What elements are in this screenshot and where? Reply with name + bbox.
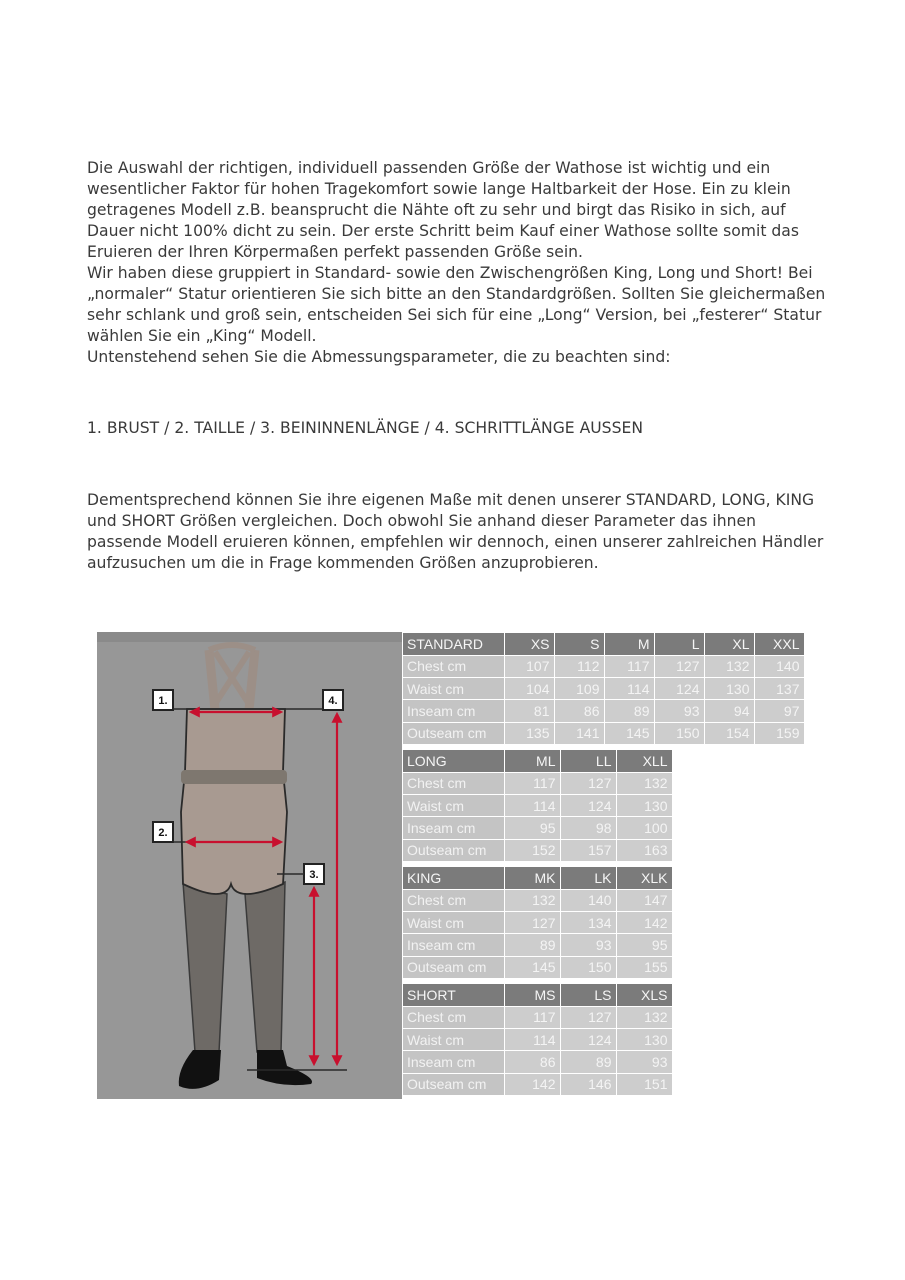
table-cell: 151	[616, 1073, 672, 1095]
table-cell: 117	[504, 1006, 560, 1028]
compare-line: Dementsprechend können Sie ihre eigenen Maße mit denen unserer STANDARD, LONG, KING	[87, 491, 815, 509]
table-cell: 97	[754, 700, 804, 722]
table-row	[403, 839, 672, 861]
wader-illustration	[97, 632, 402, 1099]
table-cell: 157	[560, 839, 616, 861]
measurement-parameters: 1. BRUST / 2. TAILLE / 3. BEININNENLÄNGE / 4. SCHRITTLÄNGE AUSSEN	[87, 419, 643, 437]
table-header-row	[403, 867, 672, 889]
table-cell: 112	[554, 655, 604, 677]
table-cell: 124	[560, 795, 616, 817]
table-header-row	[403, 750, 672, 772]
size-header: XL	[704, 633, 754, 655]
table-cell: 130	[616, 795, 672, 817]
table-cell: 117	[604, 655, 654, 677]
row-label: Waist cm	[403, 1029, 504, 1051]
size-header: XXL	[754, 633, 804, 655]
table-cell: 86	[504, 1051, 560, 1073]
row-label: Waist cm	[403, 795, 504, 817]
intro-line: Eruieren der Ihren Körpermaßen perfekt passenden Größe sein.	[87, 243, 584, 261]
table-header-label: LONG	[403, 750, 504, 772]
table-cell: 140	[560, 889, 616, 911]
table-cell: 127	[560, 772, 616, 794]
table-cell: 152	[504, 839, 560, 861]
marker-1: 1.	[158, 695, 168, 707]
table-cell: 86	[554, 700, 604, 722]
row-label: Outseam cm	[403, 1073, 504, 1095]
table-header-row	[403, 984, 672, 1006]
intro-line: „normaler“ Statur orientieren Sie sich bitte an den Standardgrößen. Sollten Sie gleichermaßen	[87, 285, 826, 303]
table-cell: 137	[754, 678, 804, 700]
size-header: MS	[504, 984, 560, 1006]
table-cell: 81	[504, 700, 554, 722]
table-cell: 142	[616, 912, 672, 934]
table-cell: 93	[654, 700, 704, 722]
table-cell: 93	[616, 1051, 672, 1073]
size-header: MK	[504, 867, 560, 889]
table-row	[403, 1006, 672, 1028]
size-header: XLL	[616, 750, 672, 772]
compare-paragraph	[87, 490, 857, 574]
intro-line: sehr schlank und groß sein, entscheiden Sei sich für eine „Long“ Version, bei „festerer“ Statur	[87, 306, 822, 324]
table-cell: 132	[616, 772, 672, 794]
compare-line: aufzusuchen um die in Frage kommenden Größen anzuprobieren.	[87, 554, 599, 572]
table-row	[403, 1029, 672, 1051]
row-label: Outseam cm	[403, 722, 504, 744]
table-cell: 94	[704, 700, 754, 722]
table-cell: 132	[616, 1006, 672, 1028]
table-cell: 89	[560, 1051, 616, 1073]
marker-3: 3.	[309, 869, 319, 881]
table-row	[403, 772, 672, 794]
intro-line: Untenstehend sehen Sie die Abmessungsparameter, die zu beachten sind:	[87, 348, 671, 366]
size-table-short	[403, 984, 673, 1096]
table-cell: 142	[504, 1073, 560, 1095]
row-label: Chest cm	[403, 1006, 504, 1028]
intro-line: getragenes Modell z.B. beansprucht die Nähte oft zu sehr und birgt das Risiko in sich, auf	[87, 201, 786, 219]
intro-line: Dauer nicht 100% dicht zu sein. Der erste Schritt beim Kauf einer Wathose sollte somit das	[87, 222, 799, 240]
table-cell: 117	[504, 772, 560, 794]
table-cell: 163	[616, 839, 672, 861]
table-row	[403, 700, 804, 722]
table-row	[403, 722, 804, 744]
table-row	[403, 795, 672, 817]
table-row	[403, 1073, 672, 1095]
table-cell: 127	[504, 912, 560, 934]
row-label: Chest cm	[403, 772, 504, 794]
table-cell: 114	[504, 1029, 560, 1051]
table-cell: 147	[616, 889, 672, 911]
table-cell: 146	[560, 1073, 616, 1095]
table-cell: 95	[616, 934, 672, 956]
size-header: ML	[504, 750, 560, 772]
table-cell: 155	[616, 956, 672, 978]
table-cell: 107	[504, 655, 554, 677]
marker-4: 4.	[328, 695, 338, 707]
table-row	[403, 817, 672, 839]
size-header: M	[604, 633, 654, 655]
size-header: LS	[560, 984, 616, 1006]
table-cell: 130	[704, 678, 754, 700]
table-cell: 150	[654, 722, 704, 744]
table-cell: 89	[604, 700, 654, 722]
table-header-label: KING	[403, 867, 504, 889]
table-header-label: STANDARD	[403, 633, 504, 655]
compare-line: passende Modell eruieren können, empfehlen wir dennoch, einen unserer zahlreichen Händler	[87, 533, 824, 551]
table-cell: 100	[616, 817, 672, 839]
size-table-king	[403, 867, 673, 979]
table-cell: 124	[560, 1029, 616, 1051]
table-cell: 145	[504, 956, 560, 978]
table-cell: 104	[504, 678, 554, 700]
size-header: L	[654, 633, 704, 655]
row-label: Inseam cm	[403, 1051, 504, 1073]
intro-line: wählen Sie ein „King“ Modell.	[87, 327, 317, 345]
row-label: Inseam cm	[403, 700, 504, 722]
row-label: Outseam cm	[403, 956, 504, 978]
row-label: Inseam cm	[403, 817, 504, 839]
size-header: XLS	[616, 984, 672, 1006]
table-cell: 134	[560, 912, 616, 934]
size-table-long	[403, 750, 673, 862]
table-cell: 130	[616, 1029, 672, 1051]
row-label: Chest cm	[403, 655, 504, 677]
table-cell: 132	[504, 889, 560, 911]
table-cell: 159	[754, 722, 804, 744]
table-cell: 132	[704, 655, 754, 677]
table-row	[403, 912, 672, 934]
row-label: Waist cm	[403, 678, 504, 700]
table-cell: 140	[754, 655, 804, 677]
table-cell: 154	[704, 722, 754, 744]
row-label: Inseam cm	[403, 934, 504, 956]
table-cell: 127	[654, 655, 704, 677]
intro-line: wesentlicher Faktor für hohen Tragekomfort sowie lange Haltbarkeit der Hose. Ein zu klein	[87, 180, 791, 198]
table-cell: 145	[604, 722, 654, 744]
table-cell: 141	[554, 722, 604, 744]
row-label: Outseam cm	[403, 839, 504, 861]
table-row	[403, 678, 804, 700]
table-row	[403, 655, 804, 677]
suspenders	[209, 645, 255, 710]
table-cell: 89	[504, 934, 560, 956]
size-table-standard	[403, 633, 805, 745]
table-row	[403, 956, 672, 978]
table-cell: 127	[560, 1006, 616, 1028]
table-cell: 114	[504, 795, 560, 817]
table-cell: 98	[560, 817, 616, 839]
size-header: LK	[560, 867, 616, 889]
wader-body	[181, 709, 287, 894]
table-row	[403, 889, 672, 911]
row-label: Chest cm	[403, 889, 504, 911]
intro-line: Die Auswahl der richtigen, individuell passenden Größe der Wathose ist wichtig und ein	[87, 159, 771, 177]
size-header: LL	[560, 750, 616, 772]
wader-legs	[183, 882, 285, 1052]
size-header: S	[554, 633, 604, 655]
wader-measurement-figure	[97, 632, 402, 1099]
compare-line: und SHORT Größen vergleichen. Doch obwohl Sie anhand dieser Parameter das ihnen	[87, 512, 756, 530]
size-header: XS	[504, 633, 554, 655]
table-cell: 150	[560, 956, 616, 978]
table-row	[403, 934, 672, 956]
marker-2: 2.	[158, 827, 168, 839]
intro-line: Wir haben diese gruppiert in Standard- sowie den Zwischengrößen King, Long und Short! Bei	[87, 264, 813, 282]
table-header-label: SHORT	[403, 984, 504, 1006]
table-cell: 109	[554, 678, 604, 700]
size-header: XLK	[616, 867, 672, 889]
table-cell: 114	[604, 678, 654, 700]
row-label: Waist cm	[403, 912, 504, 934]
table-cell: 124	[654, 678, 704, 700]
table-cell: 93	[560, 934, 616, 956]
table-cell: 95	[504, 817, 560, 839]
table-cell: 135	[504, 722, 554, 744]
table-header-row	[403, 633, 804, 655]
intro-paragraph	[87, 158, 857, 368]
table-row	[403, 1051, 672, 1073]
